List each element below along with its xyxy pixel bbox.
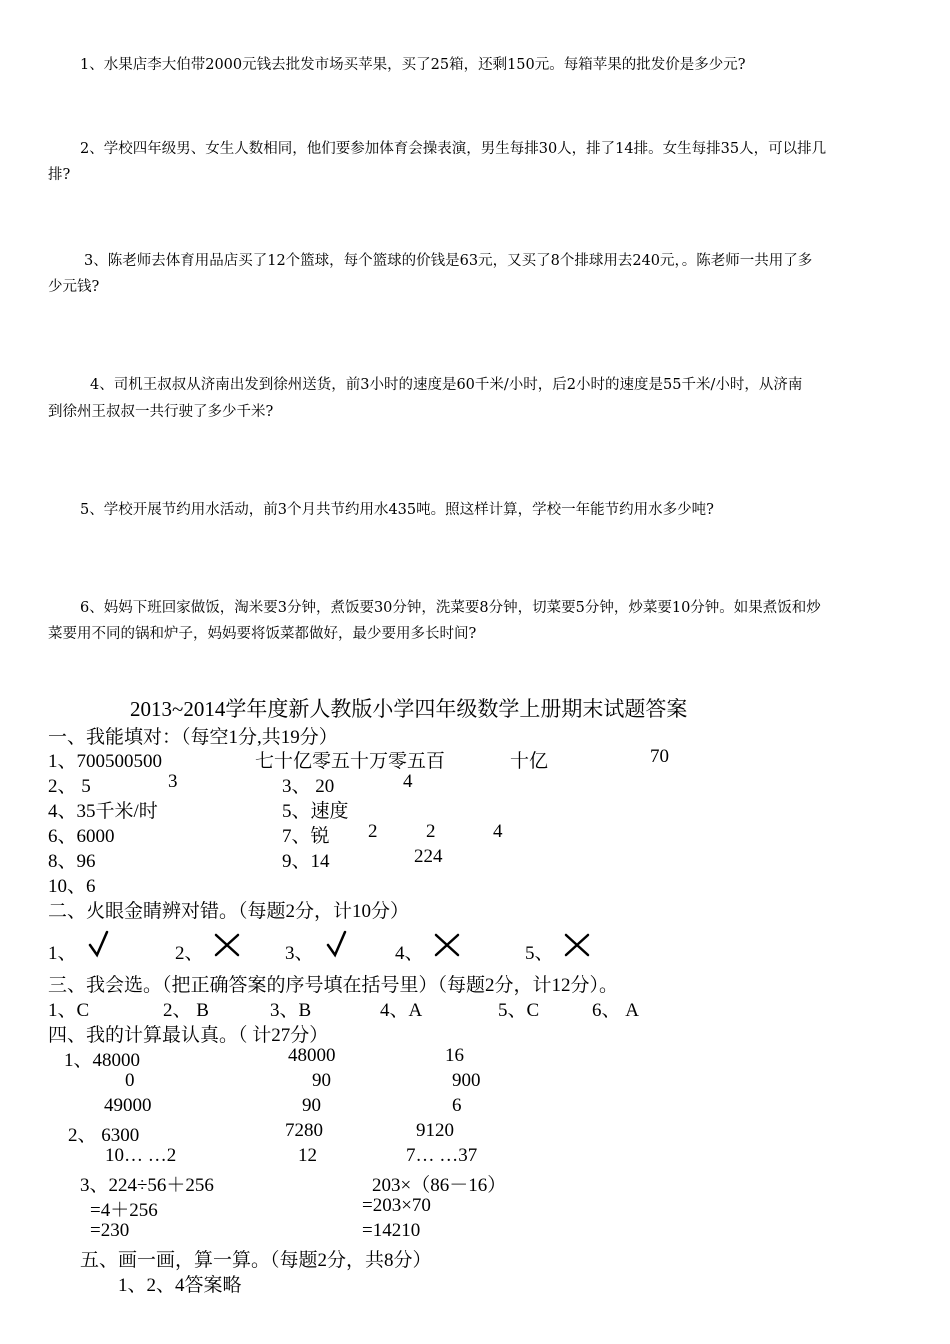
s4-row-3-b: 90 [302,1095,321,1116]
s4-row-6-a: 3、224÷56＋256 [80,1175,214,1196]
question-5: 5、学校开展节约用水活动，前3个月共节约用水435吨。照这样计算，学校一年能节约用水多少吨? [80,502,714,518]
s4-row-1-b: 48000 [288,1045,336,1066]
s4-row-8-b: =14210 [362,1220,421,1241]
question-1: 1、水果店李大伯带2000元钱去批发市场买苹果，买了25箱，还剩150元。每箱苹果的批发价是多少元? [80,57,746,73]
s1-answer-7-c: 2 [426,821,436,842]
s1-answer-8: 8、96 [48,851,96,872]
question-3-line-1: 3、陈老师去体育用品店买了12个篮球，每个篮球的价钱是63元，又买了8个排球用去240元，。陈老师一共用了多 [84,253,813,269]
section-3-heading: 三、我会选。（把正确答案的序号填在括号里）（每题2分，计12分）。 [48,975,619,996]
s4-row-5-b: 12 [298,1145,317,1166]
s4-row-4-b: 7280 [285,1120,323,1141]
s2-label-4: 4、 [395,943,424,964]
s3-answer-1: 1、C [48,1000,90,1021]
cross-mark-icon [433,932,461,958]
s4-row-2-a: 0 [125,1070,135,1091]
s1-answer-1: 1、700500500 [48,751,163,772]
s4-row-3-c: 6 [452,1095,462,1116]
question-3-line-2: 少元钱? [48,279,100,295]
s1-answer-1-d: 70 [650,746,669,767]
s2-label-1: 1、 [48,943,77,964]
question-4-line-2: 到徐州王叔叔一共行驶了多少千米? [48,404,274,420]
s1-answer-7-b: 2 [368,821,378,842]
s1-answer-7-d: 4 [493,821,503,842]
s1-answer-2-b: 3 [168,771,178,792]
answers-title: 2013~2014学年度新人教版小学四年级数学上册期末试题答案 [130,697,688,721]
s2-label-3: 3、 [285,943,314,964]
s2-label-5: 5、 [525,943,554,964]
s3-answer-6: 6、 A [592,1000,639,1021]
cross-mark-icon [213,932,241,958]
s1-answer-4: 4、35千米/时 [48,801,158,822]
s4-row-6-b: 203×（86－16） [372,1175,507,1196]
s1-answer-3: 3、 20 [282,776,335,797]
s4-row-5-a: 10… …2 [105,1145,177,1166]
section-5-heading: 五、画一画，算一算。（每题2分，共8分） [80,1250,432,1271]
check-mark-icon [88,930,110,958]
s4-row-1-a: 1、48000 [64,1050,141,1071]
s1-answer-1-words: 七十亿零五十万零五百 [255,751,446,772]
section-4-heading: 四、我的计算最认真。（ 计27分） [48,1025,329,1046]
s4-row-7-b: =203×70 [362,1195,431,1216]
s4-row-2-c: 900 [452,1070,481,1091]
cross-mark-icon [563,932,591,958]
question-2-line-2: 排? [48,167,71,183]
question-4-line-1: 4、司机王叔叔从济南出发到徐州送货，前3小时的速度是60千米/小时，后2小时的速度是55千米/小时，从济南 [90,377,803,393]
s1-answer-6: 6、6000 [48,826,115,847]
s4-row-3-a: 49000 [104,1095,152,1116]
s3-answer-4: 4、A [380,1000,423,1021]
s3-answer-5: 5、C [498,1000,540,1021]
question-6-line-2: 菜要用不同的锅和炉子，妈妈要将饭菜都做好，最少要用多长时间? [48,626,477,642]
section-1-heading: 一、我能填对：（每空1分,共19分） [48,727,338,748]
s1-answer-5: 5、速度 [282,801,349,822]
s1-answer-1-c: 十亿 [510,751,549,772]
s4-row-4-c: 9120 [416,1120,454,1141]
s4-row-8-a: =230 [90,1220,130,1241]
s3-answer-2: 2、 B [163,1000,209,1021]
s1-answer-9-b: 224 [414,846,443,867]
check-mark-icon [326,930,348,958]
s1-answer-9: 9、14 [282,851,330,872]
s4-row-4-a: 2、 6300 [68,1125,140,1146]
s1-answer-2: 2、 5 [48,776,91,797]
s5-answer-line: 1、2、4答案略 [118,1275,242,1296]
s4-row-7-a: =4＋256 [90,1200,158,1221]
s2-label-2: 2、 [175,943,204,964]
s1-answer-10: 10、6 [48,876,96,897]
s1-answer-3-b: 4 [403,771,413,792]
s4-row-5-c: 7… …37 [406,1145,478,1166]
question-2-line-1: 2、学校四年级男、女生人数相同，他们要参加体育会操表演，男生每排30人，排了14排。女生每排35人，可以排几 [80,141,827,157]
s4-row-1-c: 16 [445,1045,464,1066]
s1-answer-7: 7、锐 [282,826,330,847]
question-6-line-1: 6、妈妈下班回家做饭，淘米要3分钟，煮饭要30分钟，洗菜要8分钟，切菜要5分钟，炒菜要10分钟。如果煮饭和炒 [80,600,821,616]
s4-row-2-b: 90 [312,1070,331,1091]
s3-answer-3: 3、B [270,1000,312,1021]
section-2-heading: 二、火眼金睛辨对错。（每题2分，计10分） [48,901,410,922]
